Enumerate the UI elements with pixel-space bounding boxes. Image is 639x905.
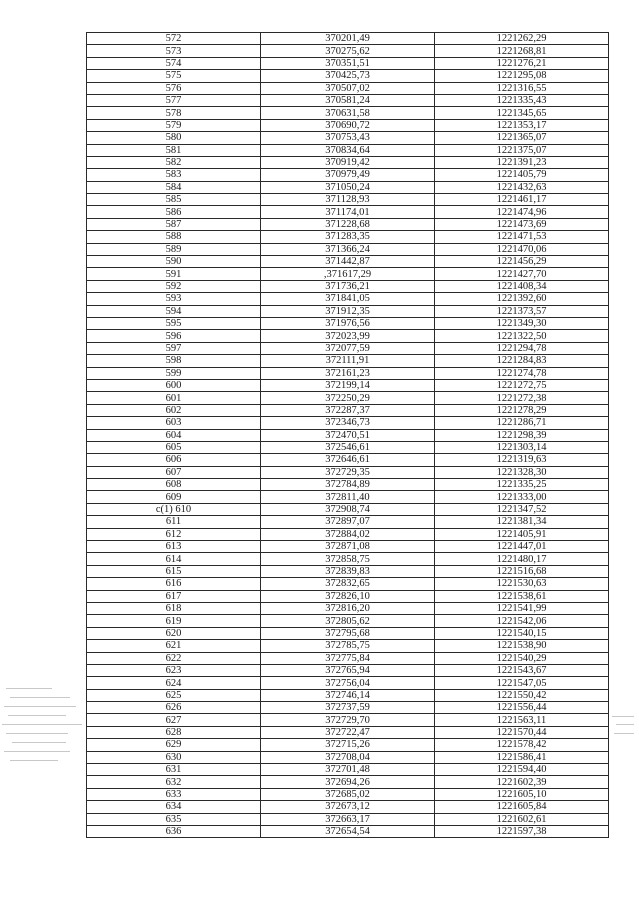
table-row (87, 206, 609, 218)
x-coordinate-cell: 372346,73 (261, 417, 435, 429)
table-row (87, 156, 609, 168)
x-coordinate-cell: 372715,26 (261, 739, 435, 751)
table-row (87, 801, 609, 813)
point-number-cell: 572 (87, 33, 261, 45)
table-row (87, 194, 609, 206)
y-coordinate-cell: 1221605,84 (435, 801, 609, 813)
point-number-cell: 620 (87, 627, 261, 639)
table-row (87, 541, 609, 553)
point-number-cell: 576 (87, 82, 261, 94)
y-coordinate-cell: 1221381,34 (435, 516, 609, 528)
point-number-cell: 625 (87, 689, 261, 701)
x-coordinate-cell: ,371617,29 (261, 268, 435, 280)
x-coordinate-cell: 371736,21 (261, 280, 435, 292)
table-row (87, 714, 609, 726)
point-number-cell: 612 (87, 528, 261, 540)
y-coordinate-cell: 1221365,07 (435, 132, 609, 144)
table-row (87, 132, 609, 144)
y-coordinate-cell: 1221427,70 (435, 268, 609, 280)
table-row (87, 553, 609, 565)
point-number-cell: 577 (87, 94, 261, 106)
point-number-cell: 596 (87, 330, 261, 342)
table-row (87, 57, 609, 69)
x-coordinate-cell: 371228,68 (261, 218, 435, 230)
table-row (87, 751, 609, 763)
point-number-cell: 623 (87, 664, 261, 676)
table-row (87, 379, 609, 391)
table-row (87, 491, 609, 503)
table-row (87, 479, 609, 491)
x-coordinate-cell: 370507,02 (261, 82, 435, 94)
y-coordinate-cell: 1221405,79 (435, 169, 609, 181)
x-coordinate-cell: 372826,10 (261, 590, 435, 602)
x-coordinate-cell: 372729,70 (261, 714, 435, 726)
point-number-cell: 622 (87, 652, 261, 664)
y-coordinate-cell: 1221516,68 (435, 565, 609, 577)
table-row (87, 788, 609, 800)
x-coordinate-cell: 372816,20 (261, 602, 435, 614)
point-number-cell: 591 (87, 268, 261, 280)
table-row (87, 615, 609, 627)
x-coordinate-cell: 372685,02 (261, 788, 435, 800)
x-coordinate-cell: 372839,83 (261, 565, 435, 577)
table-row (87, 70, 609, 82)
point-number-cell: 606 (87, 454, 261, 466)
point-number-cell: 628 (87, 726, 261, 738)
y-coordinate-cell: 1221328,30 (435, 466, 609, 478)
x-coordinate-cell: 371174,01 (261, 206, 435, 218)
x-coordinate-cell: 372746,14 (261, 689, 435, 701)
point-number-cell: 634 (87, 801, 261, 813)
table-row (87, 256, 609, 268)
x-coordinate-cell: 371128,93 (261, 194, 435, 206)
x-coordinate-cell: 370425,73 (261, 70, 435, 82)
y-coordinate-cell: 1221538,61 (435, 590, 609, 602)
y-coordinate-cell: 1221474,96 (435, 206, 609, 218)
y-coordinate-cell: 1221586,41 (435, 751, 609, 763)
table-row (87, 119, 609, 131)
table-row (87, 454, 609, 466)
table-row (87, 565, 609, 577)
table-row (87, 342, 609, 354)
y-coordinate-cell: 1221602,61 (435, 813, 609, 825)
table-row (87, 466, 609, 478)
point-number-cell: 631 (87, 764, 261, 776)
point-number-cell: 589 (87, 243, 261, 255)
point-number-cell: 617 (87, 590, 261, 602)
scan-smudge (6, 688, 52, 689)
x-coordinate-cell: 372785,75 (261, 640, 435, 652)
x-coordinate-cell: 372884,02 (261, 528, 435, 540)
x-coordinate-cell: 372722,47 (261, 726, 435, 738)
y-coordinate-cell: 1221530,63 (435, 578, 609, 590)
x-coordinate-cell: 372811,40 (261, 491, 435, 503)
y-coordinate-cell: 1221335,25 (435, 479, 609, 491)
point-number-cell: 592 (87, 280, 261, 292)
table-row (87, 813, 609, 825)
point-number-cell: 598 (87, 355, 261, 367)
table-row (87, 367, 609, 379)
table-row (87, 726, 609, 738)
y-coordinate-cell: 1221345,65 (435, 107, 609, 119)
table-row (87, 677, 609, 689)
point-number-cell: 580 (87, 132, 261, 144)
point-number-cell: 627 (87, 714, 261, 726)
x-coordinate-cell: 370351,51 (261, 57, 435, 69)
x-coordinate-cell: 372250,29 (261, 392, 435, 404)
y-coordinate-cell: 1221602,39 (435, 776, 609, 788)
y-coordinate-cell: 1221373,57 (435, 305, 609, 317)
x-coordinate-cell: 372784,89 (261, 479, 435, 491)
scan-smudge (10, 697, 70, 698)
y-coordinate-cell: 1221268,81 (435, 45, 609, 57)
x-coordinate-cell: 372654,54 (261, 826, 435, 838)
y-coordinate-cell: 1221470,06 (435, 243, 609, 255)
table-row (87, 82, 609, 94)
y-coordinate-cell: 1221295,08 (435, 70, 609, 82)
scan-smudge (616, 724, 634, 725)
point-number-cell: 575 (87, 70, 261, 82)
table-row (87, 578, 609, 590)
table-row (87, 293, 609, 305)
point-number-cell: 629 (87, 739, 261, 751)
x-coordinate-cell: 372858,75 (261, 553, 435, 565)
point-number-cell: 578 (87, 107, 261, 119)
table-row (87, 330, 609, 342)
scan-smudge (612, 716, 634, 717)
point-number-cell: 633 (87, 788, 261, 800)
y-coordinate-cell: 1221408,34 (435, 280, 609, 292)
point-number-cell: 587 (87, 218, 261, 230)
y-coordinate-cell: 1221570,44 (435, 726, 609, 738)
scan-smudge (12, 742, 66, 743)
table-row (87, 652, 609, 664)
x-coordinate-cell: 370275,62 (261, 45, 435, 57)
y-coordinate-cell: 1221335,43 (435, 94, 609, 106)
point-number-cell: 600 (87, 379, 261, 391)
table-row (87, 776, 609, 788)
y-coordinate-cell: 1221353,17 (435, 119, 609, 131)
point-number-cell: c(1) 610 (87, 503, 261, 515)
table-row (87, 33, 609, 45)
table-row (87, 317, 609, 329)
y-coordinate-cell: 1221540,15 (435, 627, 609, 639)
table-row (87, 516, 609, 528)
point-number-cell: 583 (87, 169, 261, 181)
point-number-cell: 611 (87, 516, 261, 528)
y-coordinate-cell: 1221480,17 (435, 553, 609, 565)
point-number-cell: 619 (87, 615, 261, 627)
x-coordinate-cell: 372765,94 (261, 664, 435, 676)
table-row (87, 627, 609, 639)
y-coordinate-cell: 1221447,01 (435, 541, 609, 553)
x-coordinate-cell: 371442,87 (261, 256, 435, 268)
point-number-cell: 588 (87, 231, 261, 243)
point-number-cell: 573 (87, 45, 261, 57)
x-coordinate-cell: 372908,74 (261, 503, 435, 515)
x-coordinate-cell: 372199,14 (261, 379, 435, 391)
x-coordinate-cell: 371841,05 (261, 293, 435, 305)
scan-smudge (4, 751, 70, 752)
x-coordinate-cell: 370979,49 (261, 169, 435, 181)
y-coordinate-cell: 1221391,23 (435, 156, 609, 168)
table-row (87, 826, 609, 838)
x-coordinate-cell: 372871,08 (261, 541, 435, 553)
point-number-cell: 635 (87, 813, 261, 825)
x-coordinate-cell: 371366,24 (261, 243, 435, 255)
point-number-cell: 602 (87, 404, 261, 416)
y-coordinate-cell: 1221262,29 (435, 33, 609, 45)
point-number-cell: 618 (87, 602, 261, 614)
x-coordinate-cell: 372287,37 (261, 404, 435, 416)
table-row (87, 739, 609, 751)
table-row (87, 392, 609, 404)
y-coordinate-cell: 1221298,39 (435, 429, 609, 441)
point-number-cell: 609 (87, 491, 261, 503)
table-row (87, 664, 609, 676)
x-coordinate-cell: 371912,35 (261, 305, 435, 317)
table-row (87, 528, 609, 540)
table-row (87, 640, 609, 652)
table-row (87, 45, 609, 57)
point-number-cell: 595 (87, 317, 261, 329)
y-coordinate-cell: 1221550,42 (435, 689, 609, 701)
y-coordinate-cell: 1221543,67 (435, 664, 609, 676)
point-number-cell: 616 (87, 578, 261, 590)
point-number-cell: 626 (87, 702, 261, 714)
point-number-cell: 613 (87, 541, 261, 553)
y-coordinate-cell: 1221322,50 (435, 330, 609, 342)
point-number-cell: 605 (87, 441, 261, 453)
y-coordinate-cell: 1221316,55 (435, 82, 609, 94)
coordinates-table (86, 32, 609, 838)
x-coordinate-cell: 371976,56 (261, 317, 435, 329)
point-number-cell: 630 (87, 751, 261, 763)
x-coordinate-cell: 371050,24 (261, 181, 435, 193)
point-number-cell: 599 (87, 367, 261, 379)
scan-smudge (8, 715, 66, 716)
x-coordinate-cell: 372673,12 (261, 801, 435, 813)
point-number-cell: 579 (87, 119, 261, 131)
point-number-cell: 621 (87, 640, 261, 652)
y-coordinate-cell: 1221284,83 (435, 355, 609, 367)
table-row (87, 218, 609, 230)
y-coordinate-cell: 1221471,53 (435, 231, 609, 243)
y-coordinate-cell: 1221274,78 (435, 367, 609, 379)
y-coordinate-cell: 1221294,78 (435, 342, 609, 354)
y-coordinate-cell: 1221375,07 (435, 144, 609, 156)
y-coordinate-cell: 1221547,05 (435, 677, 609, 689)
table-row (87, 689, 609, 701)
point-number-cell: 636 (87, 826, 261, 838)
table-row (87, 305, 609, 317)
x-coordinate-cell: 372805,62 (261, 615, 435, 627)
table-row (87, 702, 609, 714)
point-number-cell: 624 (87, 677, 261, 689)
x-coordinate-cell: 372546,61 (261, 441, 435, 453)
x-coordinate-cell: 372737,59 (261, 702, 435, 714)
x-coordinate-cell: 370753,43 (261, 132, 435, 144)
y-coordinate-cell: 1221541,99 (435, 602, 609, 614)
x-coordinate-cell: 372646,61 (261, 454, 435, 466)
scan-smudge (4, 706, 76, 707)
x-coordinate-cell: 372161,23 (261, 367, 435, 379)
x-coordinate-cell: 372897,07 (261, 516, 435, 528)
point-number-cell: 581 (87, 144, 261, 156)
table-row (87, 404, 609, 416)
point-number-cell: 585 (87, 194, 261, 206)
x-coordinate-cell: 370919,42 (261, 156, 435, 168)
x-coordinate-cell: 372694,26 (261, 776, 435, 788)
point-number-cell: 601 (87, 392, 261, 404)
x-coordinate-cell: 370834,64 (261, 144, 435, 156)
point-number-cell: 608 (87, 479, 261, 491)
x-coordinate-cell: 372775,84 (261, 652, 435, 664)
y-coordinate-cell: 1221278,29 (435, 404, 609, 416)
y-coordinate-cell: 1221542,06 (435, 615, 609, 627)
scan-smudge (10, 760, 58, 761)
scan-smudge (2, 724, 82, 725)
y-coordinate-cell: 1221347,52 (435, 503, 609, 515)
table-row (87, 169, 609, 181)
y-coordinate-cell: 1221286,71 (435, 417, 609, 429)
y-coordinate-cell: 1221405,91 (435, 528, 609, 540)
x-coordinate-cell: 372023,99 (261, 330, 435, 342)
point-number-cell: 604 (87, 429, 261, 441)
x-coordinate-cell: 370581,24 (261, 94, 435, 106)
table-row (87, 107, 609, 119)
y-coordinate-cell: 1221540,29 (435, 652, 609, 664)
x-coordinate-cell: 371283,35 (261, 231, 435, 243)
y-coordinate-cell: 1221333,00 (435, 491, 609, 503)
x-coordinate-cell: 372729,35 (261, 466, 435, 478)
y-coordinate-cell: 1221556,44 (435, 702, 609, 714)
y-coordinate-cell: 1221605,10 (435, 788, 609, 800)
x-coordinate-cell: 372832,65 (261, 578, 435, 590)
point-number-cell: 590 (87, 256, 261, 268)
x-coordinate-cell: 370631,58 (261, 107, 435, 119)
x-coordinate-cell: 372701,48 (261, 764, 435, 776)
point-number-cell: 593 (87, 293, 261, 305)
x-coordinate-cell: 372756,04 (261, 677, 435, 689)
y-coordinate-cell: 1221272,75 (435, 379, 609, 391)
point-number-cell: 597 (87, 342, 261, 354)
y-coordinate-cell: 1221473,69 (435, 218, 609, 230)
table-row (87, 417, 609, 429)
table-row (87, 355, 609, 367)
point-number-cell: 614 (87, 553, 261, 565)
point-number-cell: 632 (87, 776, 261, 788)
y-coordinate-cell: 1221597,38 (435, 826, 609, 838)
point-number-cell: 615 (87, 565, 261, 577)
table-row (87, 94, 609, 106)
x-coordinate-cell: 370201,49 (261, 33, 435, 45)
table-row (87, 590, 609, 602)
x-coordinate-cell: 372795,68 (261, 627, 435, 639)
table-row (87, 243, 609, 255)
table-row (87, 429, 609, 441)
table-row (87, 144, 609, 156)
x-coordinate-cell: 372077,59 (261, 342, 435, 354)
y-coordinate-cell: 1221276,21 (435, 57, 609, 69)
y-coordinate-cell: 1221461,17 (435, 194, 609, 206)
scan-smudge (614, 733, 634, 734)
point-number-cell: 586 (87, 206, 261, 218)
y-coordinate-cell: 1221456,29 (435, 256, 609, 268)
point-number-cell: 607 (87, 466, 261, 478)
x-coordinate-cell: 372111,91 (261, 355, 435, 367)
y-coordinate-cell: 1221392,60 (435, 293, 609, 305)
x-coordinate-cell: 370690,72 (261, 119, 435, 131)
table-row (87, 268, 609, 280)
y-coordinate-cell: 1221538,90 (435, 640, 609, 652)
y-coordinate-cell: 1221319,63 (435, 454, 609, 466)
table-row (87, 764, 609, 776)
y-coordinate-cell: 1221303,14 (435, 441, 609, 453)
scan-smudge (6, 733, 68, 734)
x-coordinate-cell: 372470,51 (261, 429, 435, 441)
table-row (87, 602, 609, 614)
table-row (87, 503, 609, 515)
point-number-cell: 594 (87, 305, 261, 317)
coordinates-table-body (87, 33, 609, 838)
y-coordinate-cell: 1221563,11 (435, 714, 609, 726)
point-number-cell: 582 (87, 156, 261, 168)
point-number-cell: 574 (87, 57, 261, 69)
table-row (87, 181, 609, 193)
table-row (87, 280, 609, 292)
table-row (87, 441, 609, 453)
point-number-cell: 603 (87, 417, 261, 429)
point-number-cell: 584 (87, 181, 261, 193)
x-coordinate-cell: 372708,04 (261, 751, 435, 763)
y-coordinate-cell: 1221272,38 (435, 392, 609, 404)
x-coordinate-cell: 372663,17 (261, 813, 435, 825)
y-coordinate-cell: 1221578,42 (435, 739, 609, 751)
y-coordinate-cell: 1221594,40 (435, 764, 609, 776)
table-row (87, 231, 609, 243)
y-coordinate-cell: 1221432,63 (435, 181, 609, 193)
y-coordinate-cell: 1221349,30 (435, 317, 609, 329)
